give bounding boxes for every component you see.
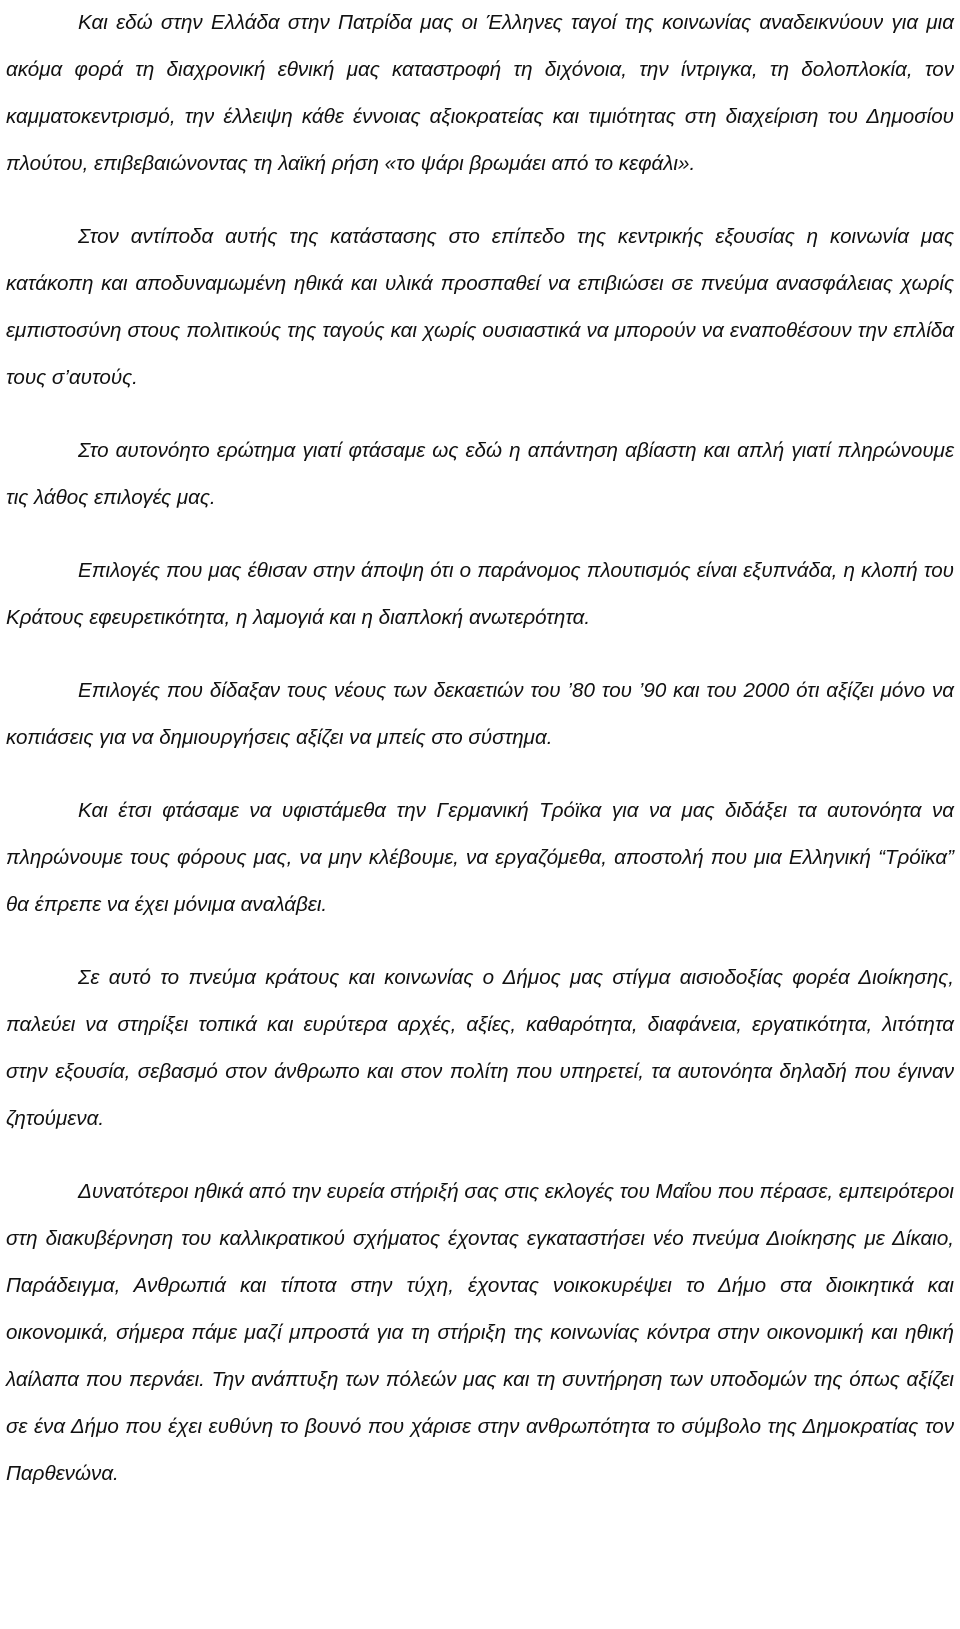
paragraph-2: Στον αντίποδα αυτής της κατάστασης στο επίπεδο της κεντρικής εξουσίας η κοινωνία μας κατάκοπη και αποδυναμωμένη ηθικά και υλικά προσπαθεί να επιβιώσει σε πνεύμα ανασφάλειας χωρίς εμπιστοσύνη στους πολιτικούς της ταγούς και χωρίς ουσιαστικά να μπορούν να εναποθέσουν την επλίδα τους σ’αυτούς.: [6, 225, 954, 389]
paragraph-4: Επιλογές που μας έθισαν στην άποψη ότι ο παράνομος πλουτισμός είναι εξυπνάδα, η κλοπή του Κράτους εφευρετικότητα, η λαμογιά και η διαπλοκή ανωτερότητα.: [6, 559, 954, 629]
paragraph-8: Δυνατότεροι ηθικά από την ευρεία στήριξή σας στις εκλογές του Μαΐου που πέρασε, εμπειρότεροι στη διακυβέρνηση του καλλικρατικού σχήματος έχοντας εγκαταστήσει νέο πνεύμα Διοίκησης με Δίκαιο, Παράδειγμα, Ανθρωπιά και τίποτα στην τύχη, έχοντας νοικοκυρέψει το Δήμο στα διοικητικά και οικονομικά, σήμερα πάμε μαζί μπροστά για τη στήριξη της κοινωνίας κόντρα στην οικονομική και ηθική λαίλαπα που περνάει. Την ανάπτυξη των πόλεών μας και τη συντήρηση των υποδομών της όπως αξίζει σε ένα Δήμο που έχει ευθύνη το βουνό που χάρισε στην ανθρωπότητα το σύμβολο της Δημοκρατίας τον Παρθενώνα.: [6, 1180, 954, 1485]
paragraph-7: Σε αυτό το πνεύμα κράτους και κοινωνίας ο Δήμος μας στίγμα αισιοδοξίας φορέα Διοίκησης, παλεύει να στηρίξει τοπικά και ευρύτερα αρχές, αξίες, καθαρότητα, διαφάνεια, εργατικότητα, λιτότητα στην εξουσία, σεβασμό στον άνθρωπο και στον πολίτη που υπηρετεί, τα αυτονόητα δηλαδή που έγιναν ζητούμενα.: [6, 966, 954, 1130]
paragraph-1: Και εδώ στην Ελλάδα στην Πατρίδα μας οι Έλληνες ταγοί της κοινωνίας αναδεικνύουν για μια ακόμα φορά τη διαχρονική εθνική μας καταστροφή τη διχόνοια, την ίντριγκα, τη δολοπλοκία, τον καμματοκεντρισμό, την έλλειψη κάθε έννοιας αξιοκρατείας και τιμιότητας στη διαχείριση του Δημοσίου πλούτου, επιβεβαιώνοντας τη λαϊκή ρήση «το ψάρι βρωμάει από το κεφάλι».: [6, 11, 954, 175]
paragraph-5: Επιλογές που δίδαξαν τους νέους των δεκαετιών του ’80 του ’90 και του 2000 ότι αξίζει μόνο να κοπιάσεις για να δημιουργήσεις αξίζει να μπείς στο σύστημα.: [6, 679, 954, 749]
paragraph-3: Στο αυτονόητο ερώτημα γιατί φτάσαμε ως εδώ η απάντηση αβίαστη και απλή γιατί πληρώνουμε τις λάθος επιλογές μας.: [6, 439, 954, 509]
paragraph-6: Και έτσι φτάσαμε να υφιστάμεθα την Γερμανική Τρόϊκα για να μας διδάξει τα αυτονόητα να πληρώνουμε τους φόρους μας, να μην κλέβουμε, να εργαζόμεθα, αποστολή που μια Ελληνική “Τρόϊκα” θα έπρεπε να έχει μόνιμα αναλάβει.: [6, 799, 954, 916]
